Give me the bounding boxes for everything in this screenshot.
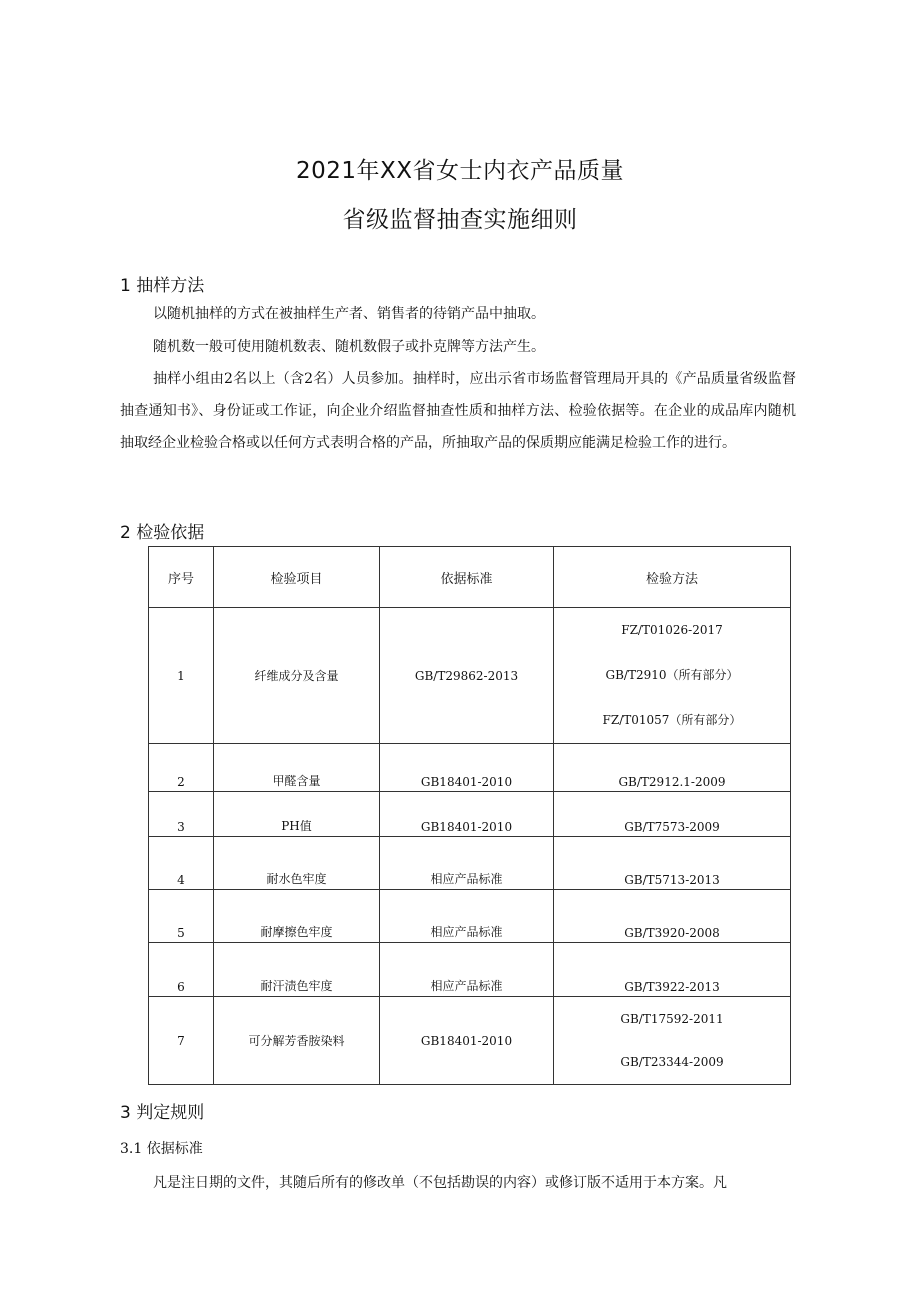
cell-item: 耐汗渍色牢度 bbox=[214, 943, 380, 997]
cell-no: 6 bbox=[149, 943, 214, 997]
method-line: FZ/T01057（所有部分） bbox=[602, 713, 742, 727]
section1-paragraph-2: 随机数一般可使用随机数表、随机数假子或扑克牌等方法产生。 bbox=[153, 339, 545, 355]
document-title-line1: 2021年XX省女士内衣产品质量 bbox=[295, 158, 625, 184]
cell-no: 7 bbox=[149, 997, 214, 1085]
cell-method: GB/T7573-2009 bbox=[554, 792, 791, 837]
method-line: GB/T23344-2009 bbox=[620, 1054, 724, 1069]
cell-no: 2 bbox=[149, 744, 214, 792]
cell-method bbox=[554, 608, 791, 744]
cell-method: GB/T2912.1-2009 bbox=[554, 744, 791, 792]
section1-paragraph-3: 抽样小组由2名以上（含2名）人员参加。抽样时，应出示省市场监督管理局开具的《产品质量省级监督抽查通知书》、身份证或工作证，向企业介绍监督抽查性质和抽样方法、检验依据等。在企业的成品库内随机抽取经企业检验合格或以任何方式表明合格的产品，所抽取产品的保质期应能满足检验工作的进行。 bbox=[120, 371, 796, 451]
section3-paragraph: 凡是注日期的文件，其随后所有的修改单（不包括勘误的内容）或修订版不适用于本方案。凡 bbox=[153, 1175, 727, 1191]
cell-item: 可分解芳香胺染料 bbox=[214, 997, 380, 1085]
cell-method: GB/T3920-2008 bbox=[554, 890, 791, 943]
table-header-row bbox=[149, 547, 791, 608]
method-line: FZ/T01026-2017 bbox=[621, 623, 723, 637]
cell-no: 3 bbox=[149, 792, 214, 837]
inspection-basis-table bbox=[148, 546, 791, 1085]
header-method: 检验方法 bbox=[554, 547, 791, 608]
cell-item: 纤维成分及含量 bbox=[214, 608, 380, 744]
cell-item: 耐水色牢度 bbox=[214, 837, 380, 890]
cell-item: 甲醛含量 bbox=[214, 744, 380, 792]
header-standard: 依据标准 bbox=[380, 547, 554, 608]
section3-heading: 3 判定规则 bbox=[120, 1103, 205, 1123]
cell-method bbox=[554, 997, 791, 1085]
header-item: 检验项目 bbox=[214, 547, 380, 608]
header-no: 序号 bbox=[149, 547, 214, 608]
document-title-line2: 省级监督抽查实施细则 bbox=[342, 207, 578, 233]
table-row bbox=[149, 943, 791, 997]
cell-method: GB/T5713-2013 bbox=[554, 837, 791, 890]
cell-standard: GB18401-2010 bbox=[380, 744, 554, 792]
cell-standard: 相应产品标准 bbox=[380, 943, 554, 997]
table-row bbox=[149, 792, 791, 837]
method-line: GB/T17592-2011 bbox=[620, 1011, 724, 1026]
table-row bbox=[149, 997, 791, 1085]
cell-item: PH值 bbox=[214, 792, 380, 837]
method-line: GB/T2910（所有部分） bbox=[605, 668, 739, 682]
cell-method: GB/T3922-2013 bbox=[554, 943, 791, 997]
table-row bbox=[149, 890, 791, 943]
cell-standard: 相应产品标准 bbox=[380, 837, 554, 890]
section1-heading: 1 抽样方法 bbox=[120, 276, 205, 296]
section2-heading: 2 检验依据 bbox=[120, 523, 205, 543]
cell-standard: GB/T29862-2013 bbox=[380, 608, 554, 744]
section3-subheading: 3.1 依据标准 bbox=[120, 1141, 203, 1157]
cell-no: 5 bbox=[149, 890, 214, 943]
table-row bbox=[149, 608, 791, 744]
cell-standard: 相应产品标准 bbox=[380, 890, 554, 943]
cell-standard: GB18401-2010 bbox=[380, 792, 554, 837]
section1-paragraph-1: 以随机抽样的方式在被抽样生产者、销售者的待销产品中抽取。 bbox=[153, 306, 545, 322]
table-row bbox=[149, 837, 791, 890]
cell-item: 耐摩擦色牢度 bbox=[214, 890, 380, 943]
cell-standard: GB18401-2010 bbox=[380, 997, 554, 1085]
cell-no: 4 bbox=[149, 837, 214, 890]
cell-no: 1 bbox=[149, 608, 214, 744]
table-row bbox=[149, 744, 791, 792]
